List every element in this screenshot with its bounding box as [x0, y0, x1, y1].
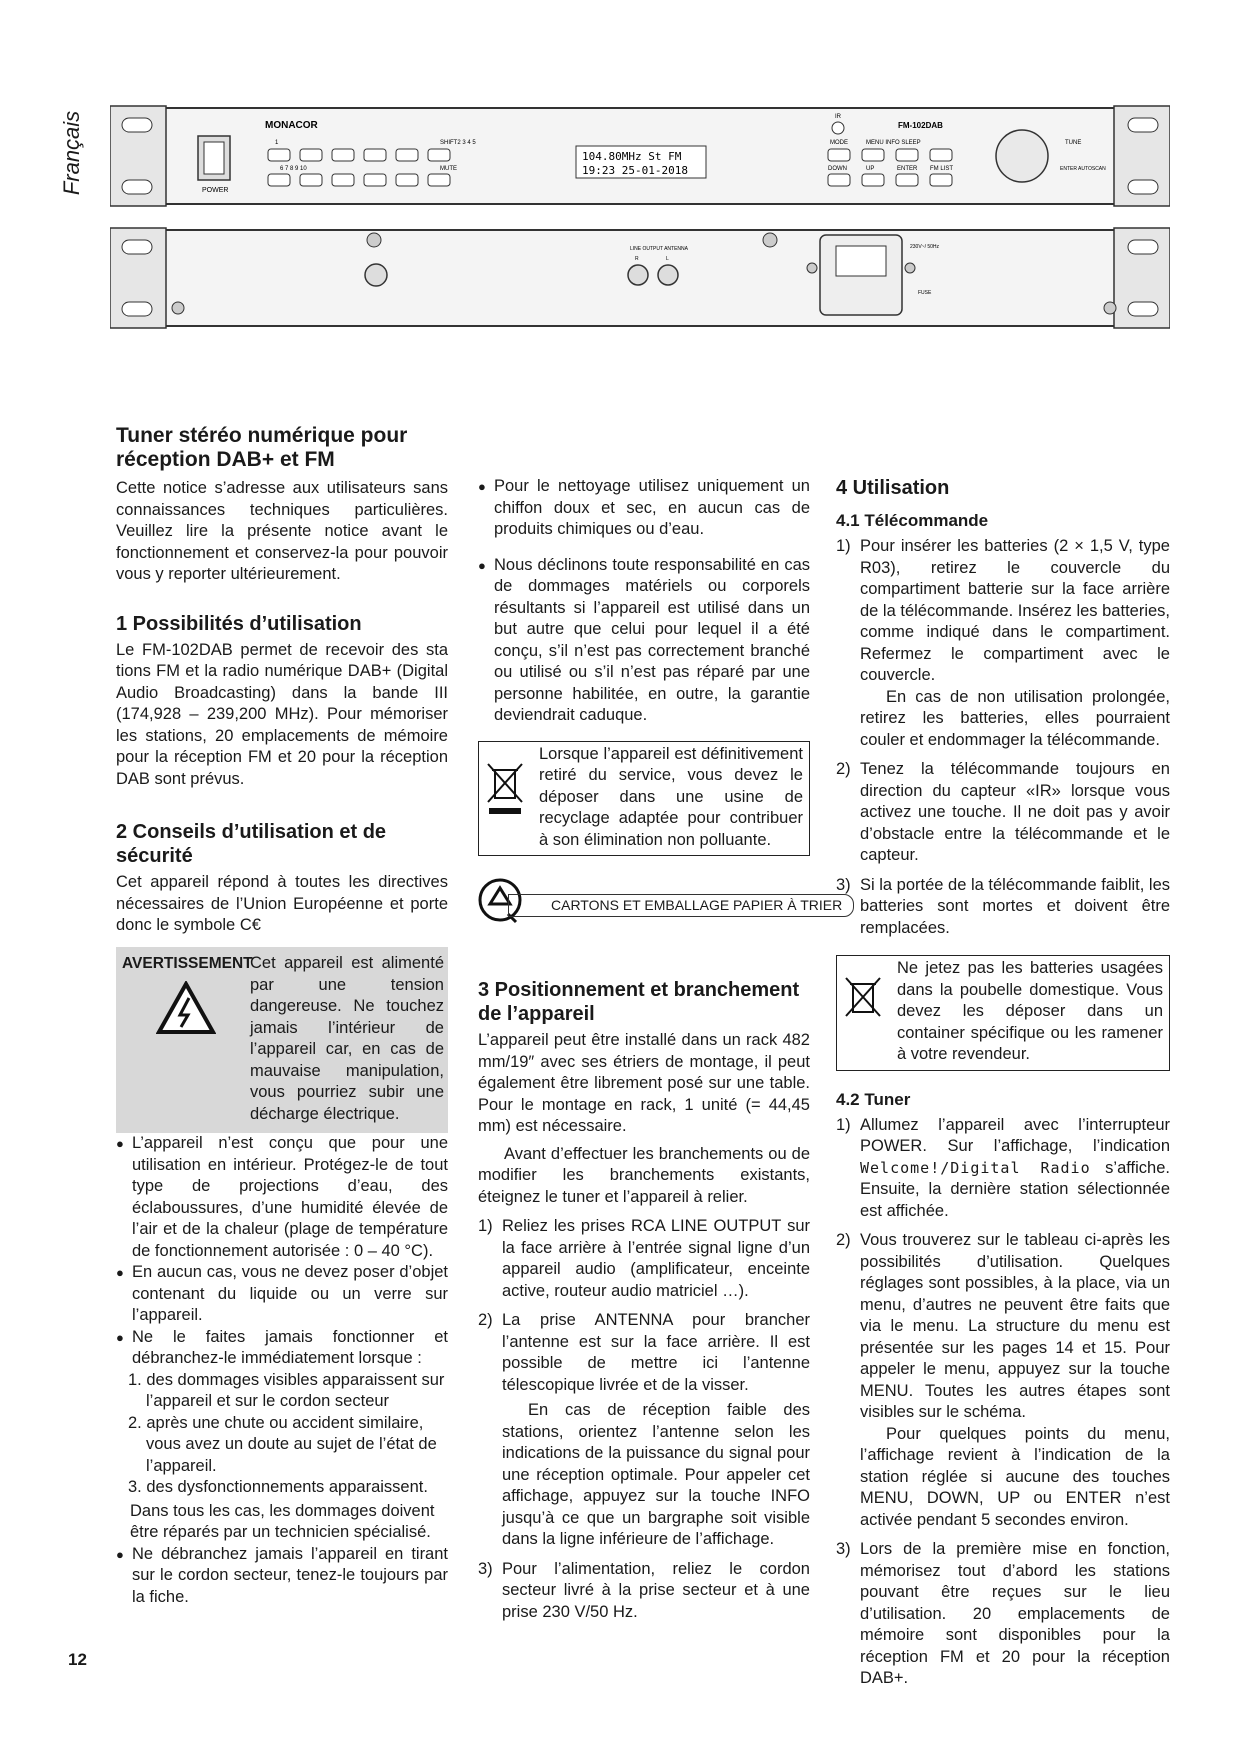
- safety-sub-1: 1. des dommages visibles apparaissent sur l’appareil et sur le cordon secteur: [128, 1370, 445, 1410]
- column-3: [836, 476, 1170, 1690]
- section-42-title: 4.2 Tuner: [836, 1089, 911, 1109]
- mute-label: MUTE: [440, 166, 457, 172]
- battery-text: Ne jetez pas les batteries usagées dans la poubelle domestique. Vous devez les déposer dans un container spécifique ou les ramener à votre revendeur.: [897, 959, 1163, 1063]
- menu-info-sleep-label: MENU INFO SLEEP: [866, 140, 921, 146]
- safety-bullet-4: ● Ne débranchez jamais l’appareil en tirant sur le cordon secteur, tenez-le toujours par la fiche.: [116, 1544, 448, 1609]
- tuner-step-2: 2) Vous trouverez sur le tableau ci-après les possibilités d’utilisation. Quelques réglages sont possibles, à la place, via un menu, d’autres ne peuvent être faits que via le menu. La structure du menu est présentée sur les pages 14 et 15. Pour appeler le menu, appuyez sur la touche MENU. Toutes les autres étapes sont visibles sur le schéma.: [836, 1231, 1170, 1421]
- remote-step-1: 1) Pour insérer les batteries (2 × 1,5 V, type R03), retirez le couvercle du compartiment batterie sur la face arrière de la télécommande. Insérez les batteries, comme indiqué dans le compartiment. Refermez le compartiment avec le couvercle.: [836, 537, 1170, 684]
- electric-warning-icon: [156, 981, 216, 1035]
- autoscan-label: ENTER AUTOSCAN: [1060, 166, 1106, 172]
- device-illustration: [110, 100, 1170, 350]
- tuner-step-2-text: Vous trouverez sur le tableau ci-après les possibilités d’utilisation. Quelques réglages sont possibles, à la place, via un menu, d’autres ne peuvent être faits que via le menu. La structure du menu est présentée sur les pages 14 et 15. Pour appeler le menu, appuyez sur la touche MENU. Toutes les autres étapes sont visibles sur le schéma.: [860, 1231, 1170, 1421]
- screw-icon: [367, 233, 381, 247]
- safety-bullet-5: ● Pour le nettoyage utilisez uniquement un chiffon doux et sec, en aucun cas de produits chimiques ou d’eau.: [478, 476, 810, 541]
- display-line-2: 19:23 25-01-2018: [582, 164, 688, 177]
- disposal-text: Lorsque l’appareil est définitivement retiré du service, vous devez le déposer dans une usine de recyclage adaptée pour contribuer à son élimination non polluante.: [539, 744, 803, 849]
- enter-label: ENTER: [897, 166, 918, 172]
- warning-box: [116, 947, 448, 1134]
- rear-fuse-label: FUSE: [918, 290, 932, 296]
- section-2-text: Cet appareil répond à toutes les directives nécessaires de l’Union Européenne et porte donc le symbole C€: [116, 873, 448, 934]
- crossed-bin-icon: [485, 760, 525, 816]
- crossed-bin-icon: [843, 974, 883, 1030]
- display-line-1: 104.80MHz St FM: [582, 150, 682, 163]
- safety-sub-end: Dans tous les cas, les dommages doivent être réparés par un technicien spécialisé.: [130, 1501, 435, 1541]
- safety-bullet-6: ● Nous déclinons toute responsabilité en cas de dommages matériels ou corporels résultants si l’appareil est utilisé dans un but autre que celui pour lequel il a été conçu, s’il n’est pas correctement branché ou utilisé ou s’il n’est pas réparé par une personne habilitée, en outre, la garantie deviendrait caduque.: [478, 555, 810, 727]
- remote-step-3: 3) Si la portée de la télécommande faiblit, les batteries sont mortes et doivent être remplacées.: [836, 875, 1171, 937]
- screw-icon: [763, 233, 777, 247]
- carton-box: [478, 874, 843, 944]
- rear-output-label: LINE OUTPUT ANTENNA: [630, 246, 688, 252]
- rear-panel: [110, 228, 1170, 328]
- step-3-text: Pour l’alimentation, reliez le cordon secteur livré à la prise secteur et à une prise 230 V/50 Hz.: [502, 1559, 810, 1621]
- tuner-step-1-text-end: s’affiche. Ensuite, la dernière station sélectionnée est affichée.: [860, 1158, 1170, 1220]
- mode-label: MODE: [830, 140, 848, 146]
- column-1: [116, 424, 448, 1608]
- remote-step-1-note: En cas de non utilisation prolongée, retirez les batteries, elles pourraient couler et endommager la télécommande.: [860, 687, 1170, 749]
- tuner-step-1-text: Allumez l’appareil avec l’interrupteur POWER. Sur l’affichage, l’indication: [860, 1115, 1170, 1155]
- remote-step-3-text: Si la portée de la télécommande faiblit, les batteries sont mortes et doivent être remplacées.: [860, 875, 1171, 937]
- step-1: 1) Reliez les prises RCA LINE OUTPUT sur la face arrière à l’entrée signal ligne d’un appareil audio (amplificateur, enceinte active, routeur audio matriciel …).: [478, 1217, 810, 1300]
- rca-jack-icon: [658, 265, 678, 285]
- up-label: UP: [866, 166, 875, 172]
- down-label: DOWN: [828, 166, 847, 172]
- ir-sensor-icon: [832, 122, 844, 134]
- tuner-step-3-text: Lors de la première mise en fonction, mémorisez tout d’abord les stations pouvant être reçues sur le lieu d’utilisation. 20 emplacements de mémoire sont disponibles pour la réception FM et 20 pour la réception DAB+.: [860, 1540, 1170, 1687]
- battery-box: [836, 955, 1170, 1071]
- screw-icon: [365, 264, 387, 286]
- ir-label: IR: [835, 114, 841, 120]
- page-title: Tuner stéréo numérique pour réception DAB+ et FM: [116, 424, 408, 471]
- rca-jack-icon: [628, 265, 648, 285]
- tuner-step-3: 3) Lors de la première mise en fonction, mémorisez tout d’abord les stations pouvant être reçues sur le lieu d’utilisation. 20 emplacements de mémoire sont disponibles pour la réception FM et 20 pour la réception DAB+.: [836, 1540, 1170, 1687]
- warning-text: Cet appareil est alimenté par une tension dangereuse. Ne touchez jamais l’intérieur de l’appareil car, en cas de mauvaise manipulation, vous pourriez subir une décharge électrique.: [250, 954, 444, 1123]
- power-label: POWER: [202, 187, 229, 194]
- step-1-text: Reliez les prises RCA LINE OUTPUT sur la face arrière à l’entrée signal ligne d’un appareil audio (amplificateur, enceinte active, routeur audio matriciel …).: [502, 1217, 810, 1300]
- section-2-title: 2 Conseils d’utilisation et de sécurité: [116, 821, 387, 867]
- safety-bullet-3: ● Ne le faites jamais fonctionner et débranchez-le immédiatement lorsque :: [116, 1327, 448, 1370]
- welcome-display-text: Welcome!/Digital Radio: [860, 1158, 1091, 1177]
- section-1-text: Le FM-102DAB permet de recevoir des sta tions FM et la radio numérique DAB+ (Digital Audio Broadcasting) dans la bande III (174,928 – 239,200 MHz). Pour mémoriser les stations, 20 emplacements de mémoire pour la réception FM et 20 pour la réception DAB sont prévus.: [116, 640, 448, 788]
- screw-icon: [172, 302, 184, 314]
- section-3-text-2: Avant d’effectuer les branchements ou de modifier les branchements existants, éteignez le tuner et l’appareil à relier.: [478, 1144, 810, 1206]
- preset-top-label: 1: [275, 140, 279, 146]
- carton-text: CARTONS ET EMBALLAGE PAPIER À TRIER: [508, 894, 854, 917]
- language-label: Français: [59, 110, 85, 196]
- tuner-step-2-note: Pour quelques points du menu, l’affichage revient à l’indication de la station réglée si aucune des touches MENU, DOWN, UP ou ENTER n’est activée pendant 5 secondes environ.: [860, 1424, 1170, 1529]
- rear-voltage-label: 230V~/ 50Hz: [910, 244, 940, 250]
- intro-text: Cette notice s’adresse aux utilisateurs sans connaissances techniques particulières. Veuillez lire la présente notice avant le fonctionnement et conservez-la pour pouvoir vous y reporter ultérieurement.: [116, 479, 448, 583]
- tune-knob-icon: [996, 130, 1048, 182]
- tuner-step-1: 1) Allumez l’appareil avec l’interrupteur POWER. Sur l’affichage, l’indication Welcome!/Digital Radio s’affiche. Ensuite, la dernière station sélectionnée est affichée.: [836, 1115, 1170, 1220]
- screw-icon: [1104, 302, 1116, 314]
- disposal-box: [478, 741, 810, 857]
- safety-bullet-1: ● L’appareil n’est conçu que pour une utilisation en intérieur. Protégez-le de tout type de projections d’eau, des éclaboussures, d’une humidité élevée de l’air et de la chaleur (plage de température de fonctionnement autorisée : 0 – 40 °C).: [116, 1133, 448, 1262]
- section-4-title: 4 Utilisation: [836, 477, 950, 499]
- preset-bottom-label: 6 7 8 9 10: [280, 166, 307, 172]
- language-tab: [60, 110, 90, 200]
- fmlist-label: FM LIST: [930, 166, 954, 172]
- page-number: 12: [68, 1650, 87, 1669]
- brand-logo: MONACOR: [265, 120, 318, 131]
- model-label: FM-102DAB: [898, 121, 943, 130]
- step-2-text: La prise ANTENNA pour brancher l’antenne est sur la face arrière. Il est possible de mettre ici l’antenne télescopique livrée et de la visser.: [502, 1311, 810, 1394]
- step-3: 3) Pour l’alimentation, reliez le cordon secteur livré à la prise secteur et à une prise 230 V/50 Hz.: [478, 1559, 810, 1621]
- remote-step-2: 2) Tenez la télécommande toujours en direction du capteur «IR» lorsque vous activez une touche. Il ne doit pas y avoir d’obstacle entre la télécommande et le capteur.: [836, 760, 1170, 864]
- shift-label: SHIFT2 3 4 5: [440, 140, 476, 146]
- section-41-title: 4.1 Télécommande: [836, 511, 989, 530]
- tune-label: TUNE: [1065, 140, 1082, 146]
- rear-r-label: R: [635, 256, 639, 262]
- section-3-title: 3 Positionnement et branchement de l’appareil: [478, 979, 800, 1025]
- safety-bullet-2: ● En aucun cas, vous ne devez poser d’objet contenant du liquide ou un verre sur l’appareil.: [116, 1262, 448, 1327]
- section-3-text: L’appareil peut être installé dans un rack 482 mm/19″ avec ses étriers de montage, il peut également être librement posé sur une table. Pour le montage en rack, 1 unité (= 44,45 mm) est nécessaire.: [478, 1031, 810, 1135]
- step-2: 2) La prise ANTENNA pour brancher l’antenne est sur la face arrière. Il est possible de mettre ici l’antenne télescopique livrée et de la visser.: [478, 1311, 810, 1394]
- safety-sub-3: 3. des dysfonctionnements apparaissent.: [128, 1478, 428, 1496]
- warning-label: AVERTISSEMENT: [122, 954, 253, 972]
- step-2-note: En cas de réception faible des stations, orientez l’antenne selon les indications de la puissance du signal pour une réception optimale. Pour appeler cet affichage, appuyez sur la touche INFO jusqu’à ce que un bargraphe soit visible dans la ligne inférieure de l’affichage.: [502, 1401, 810, 1548]
- remote-step-2-text: Tenez la télécommande toujours en direction du capteur «IR» lorsque vous activez une touche. Il ne doit pas y avoir d’obstacle entre la télécommande et le capteur.: [860, 760, 1170, 864]
- front-panel: [110, 106, 1170, 206]
- section-1-title: 1 Possibilités d’utilisation: [116, 612, 362, 635]
- safety-sub-2: 2. après une chute ou accident similaire, vous avez un doute au sujet de l’état de l’appareil.: [128, 1413, 437, 1475]
- remote-step-1-text: Pour insérer les batteries (2 × 1,5 V, type R03), retirez le couvercle du compartiment batterie sur la face arrière de la télécommande. Insérez les batteries, comme indiqué dans le compartiment. Refermez le compartiment avec le couvercle.: [860, 537, 1170, 684]
- column-2: [478, 476, 843, 1623]
- rear-l-label: L: [666, 256, 669, 262]
